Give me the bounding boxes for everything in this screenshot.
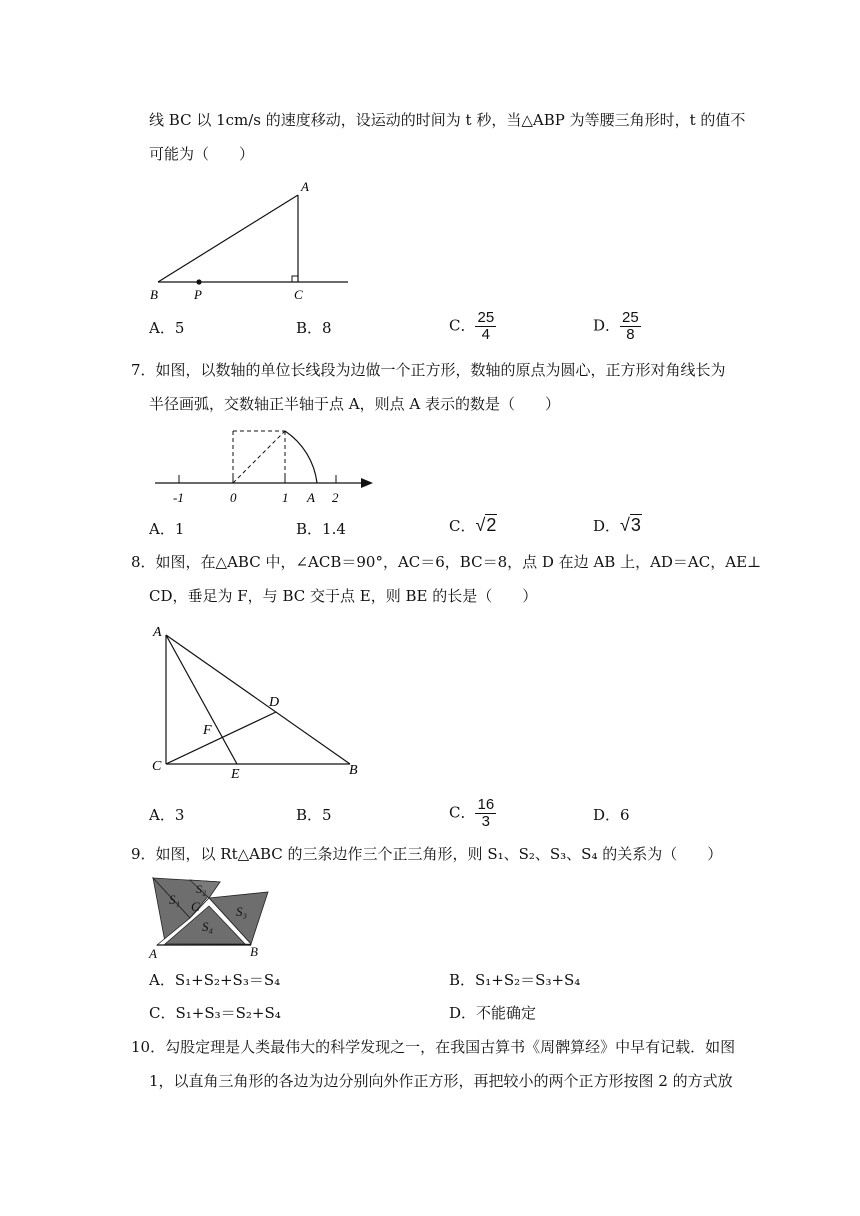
q7-tick-2: 2 bbox=[332, 490, 339, 505]
q6-option-d[interactable]: D． $\frac{25}{8}$ bbox=[593, 309, 639, 343]
q7-tick-0: 0 bbox=[230, 490, 237, 505]
q7-text-line2: 半径画弧，交数轴正半轴于点 A，则点 A 表示的数是（ ） bbox=[149, 395, 560, 413]
q9-label-C: C bbox=[191, 899, 200, 914]
q9-option-a[interactable]: A．S₁+S₂+S₃＝S₄ bbox=[149, 971, 281, 989]
q6-option-c[interactable]: C． $\frac{25}{4}$ bbox=[449, 309, 495, 343]
q10-text-line2: 1，以直角三角形的各边为边分别向外作正方形，再把较小的两个正方形按图 2 的方式放 bbox=[149, 1072, 733, 1090]
q8-option-d[interactable]: D．6 bbox=[593, 806, 630, 824]
q6-label-C: C bbox=[294, 287, 303, 302]
q8-label-A: A bbox=[153, 625, 162, 640]
q6-option-b[interactable]: B．8 bbox=[296, 319, 332, 337]
q9-label-A: A bbox=[149, 946, 157, 961]
q8-label-F: F bbox=[203, 723, 212, 738]
q8-label-B: B bbox=[349, 763, 358, 778]
q7-tick-1: 1 bbox=[282, 490, 289, 505]
q9-label-S3: S₃ bbox=[236, 904, 248, 919]
q7-point-A: A bbox=[307, 490, 315, 505]
fraction: $\frac{25}{8}$ bbox=[622, 309, 639, 343]
square-root: √3 bbox=[620, 515, 641, 535]
q9-label-B: B bbox=[250, 944, 258, 959]
q8-option-a[interactable]: A．3 bbox=[149, 806, 185, 824]
q8-option-b[interactable]: B．5 bbox=[296, 806, 332, 824]
q8-label-E: E bbox=[231, 767, 240, 782]
q9-option-d[interactable]: D．不能确定 bbox=[449, 1004, 537, 1022]
q7-option-c[interactable]: C．√2 bbox=[449, 515, 497, 535]
q8-text-line1: 8．如图，在△ABC 中，∠ACB＝90°，AC＝6，BC＝8，点 D 在边 AB 上，AD＝AC，AE⊥ bbox=[131, 553, 762, 571]
q7-tick-m1: -1 bbox=[173, 490, 184, 505]
q7-option-d[interactable]: D．√3 bbox=[593, 515, 641, 535]
q6-figure bbox=[140, 175, 360, 305]
q9-text-line1: 9．如图，以 Rt△ABC 的三条边作三个正三角形，则 S₁、S₂、S₃、S₄ 的关系为（ ） bbox=[131, 845, 723, 863]
fraction: $\frac{16}{3}$ bbox=[477, 796, 495, 830]
q8-figure bbox=[145, 618, 375, 786]
q6-option-a[interactable]: A．5 bbox=[149, 319, 185, 337]
q7-figure bbox=[145, 420, 385, 510]
q10-text-line1: 10．勾股定理是人类最伟大的科学发现之一，在我国古算书《周髀算经》中早有记载．如图 bbox=[131, 1038, 736, 1056]
q7-option-a[interactable]: A．1 bbox=[149, 520, 185, 538]
q9-label-S2: S₂ bbox=[196, 882, 207, 896]
q7-option-b[interactable]: B．1.4 bbox=[296, 520, 346, 538]
square-root: √2 bbox=[475, 515, 497, 535]
q9-figure bbox=[145, 870, 280, 962]
q8-label-C: C bbox=[152, 759, 162, 774]
q8-label-D: D bbox=[269, 695, 280, 710]
q9-option-b[interactable]: B．S₁+S₂＝S₃+S₄ bbox=[449, 971, 581, 989]
q7-text-line1: 7．如图，以数轴的单位长线段为边做一个正方形，数轴的原点为圆心，正方形对角线长为 bbox=[131, 361, 726, 379]
q6-label-B: B bbox=[150, 287, 158, 302]
q6-label-A: A bbox=[301, 179, 309, 194]
q6-text-line1: 线 BC 以 1cm/s 的速度移动，设运动的时间为 t 秒，当△ABP 为等腰三角形时，t 的值不 bbox=[149, 111, 746, 129]
q6-label-P: P bbox=[194, 287, 202, 302]
q8-option-c[interactable]: C． $\frac{16}{3}$ bbox=[449, 796, 495, 830]
fraction: $\frac{25}{4}$ bbox=[477, 309, 495, 343]
q9-option-c[interactable]: C．S₁+S₃＝S₂+S₄ bbox=[149, 1004, 281, 1022]
q6-text-line2: 可能为（ ） bbox=[149, 145, 255, 163]
q9-label-S1: S₁ bbox=[169, 892, 181, 907]
q9-label-S4: S₄ bbox=[202, 919, 214, 934]
q8-text-line2: CD，垂足为 F，与 BC 交于点 E，则 BE 的长是（ ） bbox=[149, 587, 538, 605]
